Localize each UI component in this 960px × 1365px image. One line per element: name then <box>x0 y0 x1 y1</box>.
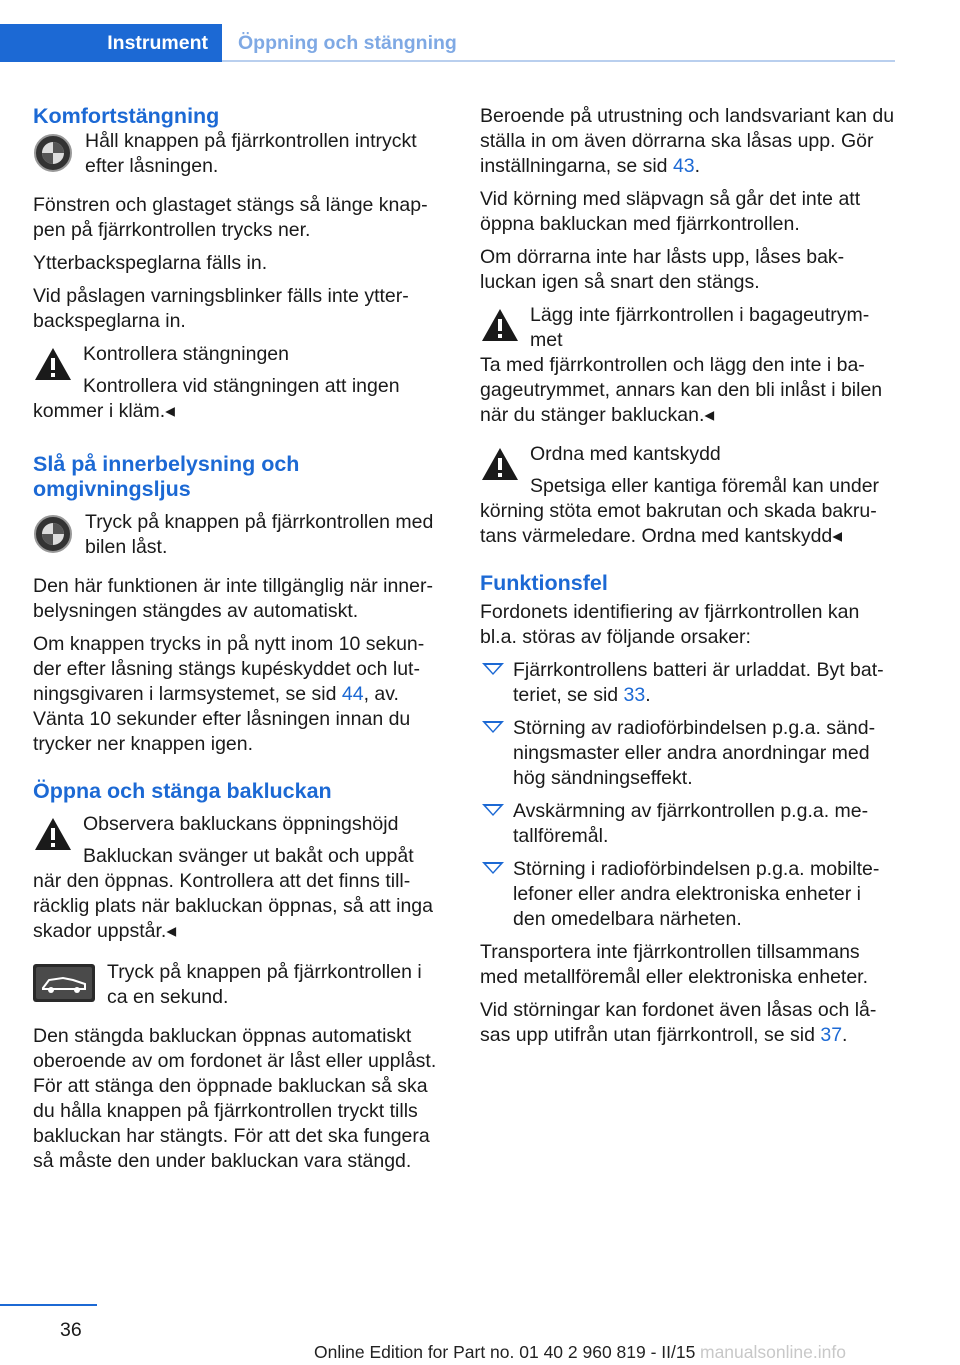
list-item <box>480 799 895 849</box>
remote-light-block <box>33 510 445 560</box>
fault-causes-list <box>480 658 895 932</box>
warning-text: Ta med fjärrkontrollen och lägg den inte i ba-gageutrymmet, annars kan den bli inlåst i bilen när du stänger bakluckan.◂ <box>480 354 883 426</box>
text-span: . <box>645 684 651 706</box>
page-link-44[interactable]: 44 <box>341 683 364 705</box>
bullet-triangle-icon <box>482 804 504 816</box>
heading-komfortstangning: Komfortstängning <box>33 104 220 128</box>
page-header <box>0 24 895 62</box>
warning-triangle-icon <box>480 446 520 482</box>
car-tailgate-icon <box>33 964 95 1002</box>
page-link-33[interactable]: 33 <box>623 684 646 706</box>
warning-text-content: Spetsiga eller kantiga föremål kan under körning stöta emot bakrutan och skada bakru-tans värmeledare. Ordna med kantskydd◂ <box>480 475 880 547</box>
text-span: . <box>694 155 701 177</box>
list-item <box>480 857 895 932</box>
text-span: . <box>842 1024 848 1046</box>
paragraph <box>33 632 445 757</box>
warning-title: Ordna med kantskydd <box>530 443 721 465</box>
bmw-key-lock-icon <box>33 133 73 173</box>
paragraph: Fordonets identifiering av fjärrkontrollen kan bl.a. störas av följande orsaker: <box>480 601 860 648</box>
warning-text-content: Kontrollera vid stängningen att ingen kommer i kläm.◂ <box>33 375 400 422</box>
page-link-43[interactable]: 43 <box>672 155 695 177</box>
warning-block <box>33 812 445 944</box>
text-span: Vid störningar kan fordonet även låsas och lå-sas upp utifrån utan fjärrkontroll, se sid <box>480 999 877 1046</box>
header-divider <box>222 60 895 62</box>
paragraph: Om dörrarna inte har låsts upp, låses bak-luckan igen så snart den stängs. <box>480 246 845 293</box>
text-span: Störning av radioförbindelsen p.g.a. sänd-ningsmaster eller andra anordningar med hög sändningseffekt. <box>513 717 876 789</box>
warning-text-content: Bakluckan svänger ut bakåt och uppåt när den öppnas. Kontrollera att det finns till-räcklig plats när bakluckan öppnas, så att inga skador uppstår.◂ <box>33 845 433 942</box>
paragraph <box>480 998 895 1048</box>
warning-triangle-icon <box>33 816 73 852</box>
warning-block <box>480 442 895 549</box>
text-span: Fjärrkontrollens batteri är urladdat. Byt bat-teriet, se sid <box>513 659 884 706</box>
heading-innerbelysning: Slå på innerbelysning och omgivningsljus <box>33 452 300 501</box>
paragraph <box>480 104 895 179</box>
watermark: manualsonline.info <box>700 1342 846 1362</box>
edition-note: Online Edition for Part no. 01 40 2 960 819 - II/15 <box>314 1342 696 1362</box>
warning-block <box>480 303 895 428</box>
remote-lock-text: Håll knappen på fjärrkontrollen intryckt efter låsningen. <box>85 130 417 177</box>
warning-triangle-icon <box>33 346 73 382</box>
tailgate-button-block <box>33 960 445 1010</box>
right-column <box>480 104 895 1056</box>
warning-title: Kontrollera stängningen <box>83 343 289 365</box>
paragraph: Vid körning med släpvagn så går det inte att öppna bakluckan med fjärrkontrollen. <box>480 188 861 235</box>
paragraph: Den stängda bakluckan öppnas automatiskt oberoende av om fordonet är låst eller upplåst. För att stänga den öppnade bakluckan så ska du hålla knappen på fjärrkontrollen tryckt tills bakluckan har stängts. För att det ska fungera så måste den under bakluckan vara stängd. <box>33 1025 437 1172</box>
text-span: Störning i radioförbindelsen p.g.a. mobilte-lefoner eller andra elektroniska enheter i den omedelbara närheten. <box>513 858 880 930</box>
warning-triangle-icon <box>480 307 520 343</box>
warning-text <box>33 844 445 944</box>
tab-instrument[interactable]: Instrument <box>0 24 222 62</box>
paragraph: Vid påslagen varningsblinker fälls inte ytter-backspeglarna in. <box>33 285 409 332</box>
warning-title: Observera bakluckans öppningshöjd <box>83 813 399 835</box>
paragraph: Ytterbackspeglarna fälls in. <box>33 252 268 274</box>
bmw-key-unlock-icon <box>33 514 73 554</box>
page-link-37[interactable]: 37 <box>820 1024 843 1046</box>
remote-light-text: Tryck på knappen på fjärrkontrollen med bilen låst. <box>85 511 434 558</box>
paragraph: Fönstren och glastaget stängs så länge knap-pen på fjärrkontrollen trycks ner. <box>33 194 428 241</box>
warning-title: Lägg inte fjärrkontrollen i bagageutrym-met <box>530 304 870 351</box>
text-span: , av. Vänta 10 sekunder efter låsningen innan du trycker ner knappen igen. <box>33 683 411 755</box>
text-span: Beroende på utrustning och landsvariant kan du ställa in om även dörrarna ska låsas upp. Gör inställningarna, se sid <box>480 105 895 177</box>
paragraph: Transportera inte fjärrkontrollen tillsammans med metallföremål eller elektroniska enheter. <box>480 941 869 988</box>
paragraph: Den här funktionen är inte tillgänglig när inner-belysningen stängdes av automatiskt. <box>33 575 433 622</box>
warning-block <box>33 342 445 424</box>
list-item <box>480 658 895 708</box>
tailgate-button-text: Tryck på knappen på fjärrkontrollen i ca en sekund. <box>107 961 422 1008</box>
text-span: Avskärmning av fjärrkontrollen p.g.a. me-tallföremål. <box>513 800 869 847</box>
bullet-triangle-icon <box>482 663 504 675</box>
bullet-triangle-icon <box>482 721 504 733</box>
warning-text <box>480 474 895 549</box>
remote-lock-block <box>33 129 445 179</box>
list-item <box>480 716 895 791</box>
tab-oppning-och-stangning[interactable]: Öppning och stängning <box>238 32 457 54</box>
left-column <box>33 104 445 1182</box>
page-number: 36 <box>60 1319 82 1341</box>
heading-oppna-baklucka: Öppna och stänga bakluckan <box>33 779 332 803</box>
heading-funktionsfel: Funktionsfel <box>480 571 608 595</box>
text-span: Om knappen trycks in på nytt inom 10 sekun-der efter låsning stängs kupéskyddet och lut-ningsgivaren i larmsystemet, se sid <box>33 633 425 705</box>
bullet-triangle-icon <box>482 862 504 874</box>
footer-divider <box>0 1304 97 1306</box>
warning-text <box>33 374 445 424</box>
